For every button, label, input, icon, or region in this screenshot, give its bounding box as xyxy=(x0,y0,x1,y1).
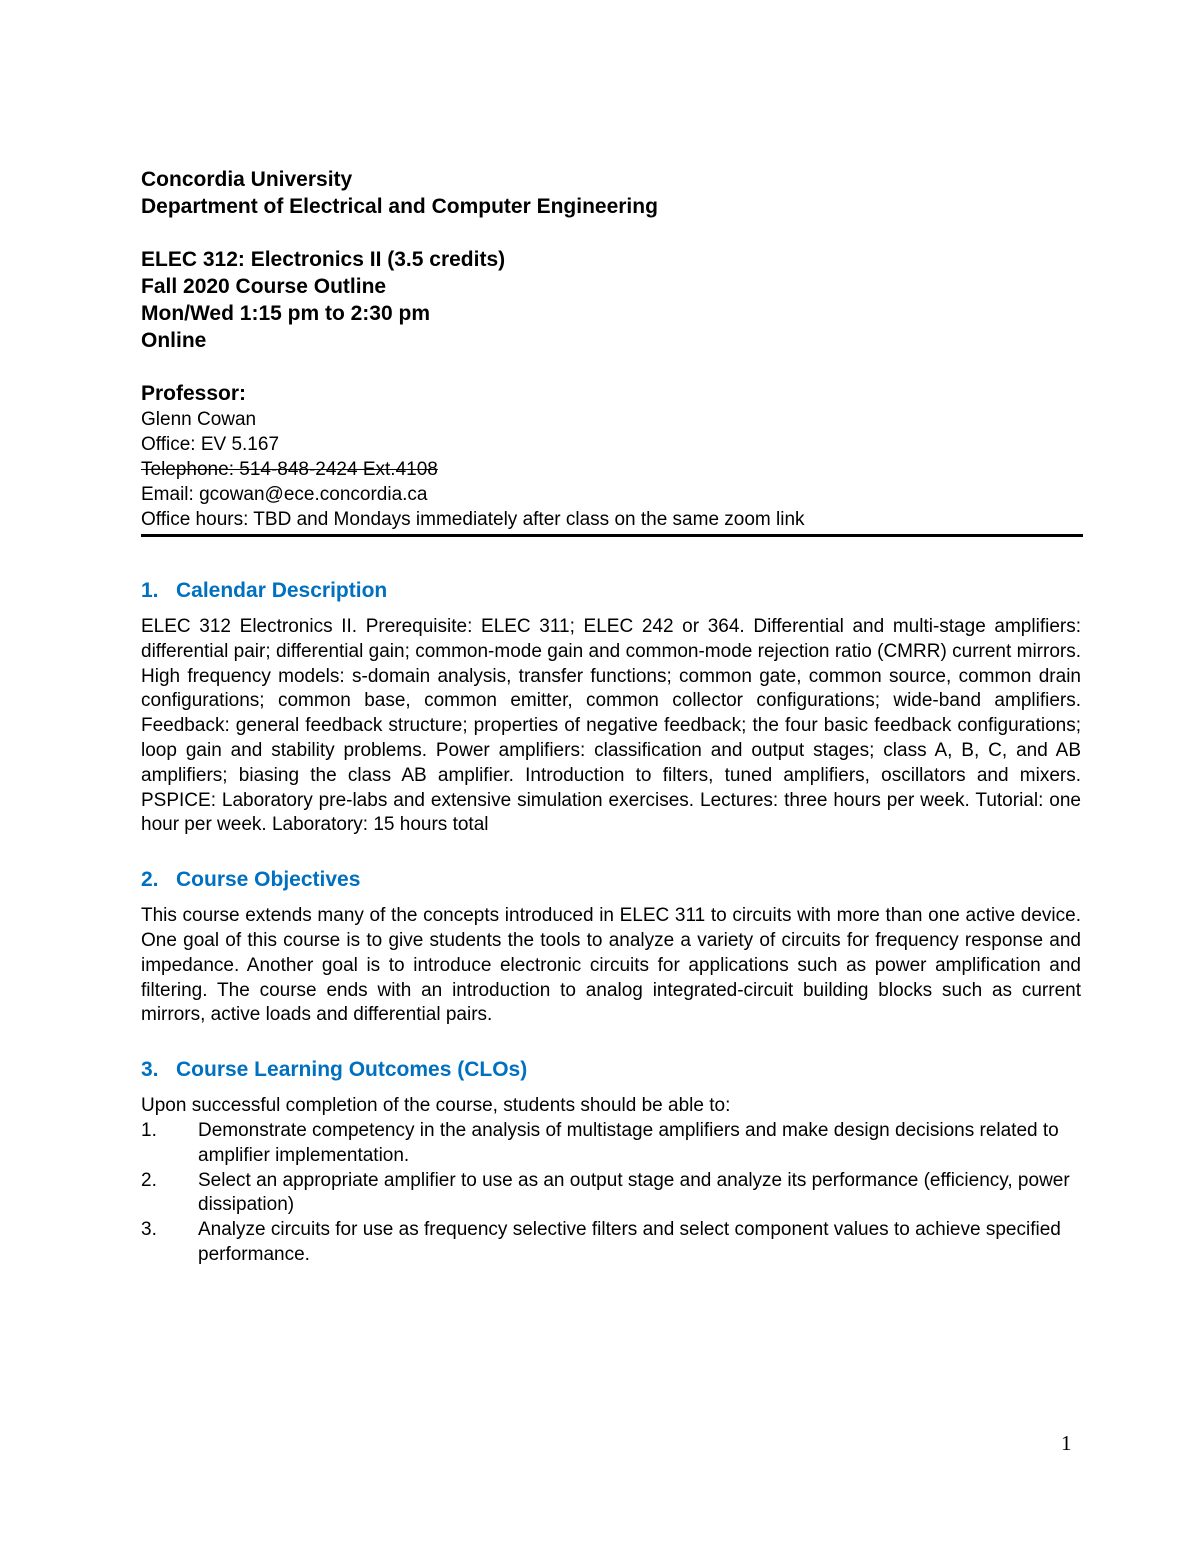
course-delivery: Online xyxy=(141,329,207,352)
section-heading: 3. Course Learning Outcomes (CLOs) xyxy=(141,1058,528,1082)
section-heading: 1. Calendar Description xyxy=(141,579,388,602)
course-term: Fall 2020 Course Outline xyxy=(141,275,387,298)
page-content xyxy=(141,166,1081,1268)
section-body: This course extends many of the concepts introduced in ELEC 311 to circuits with more than one active device. One goal of this course is to give students the tools to analyze a variety of circuits for frequency response and impedance. Another goal is to introduce electronic circuits for applications such as power amplification and filtering. The course ends with an introduction to analog integrated-circuit building blocks such as current mirrors, active loads and differential pairs. xyxy=(141,905,1081,1026)
list-item: 1. Demonstrate competency in the analysis of multistage amplifiers and make design decisions related to amplifier implementation. xyxy=(141,1119,1059,1166)
course-schedule: Mon/Wed 1:15 pm to 2:30 pm xyxy=(141,302,430,325)
clo-list xyxy=(141,1119,1081,1268)
header-divider xyxy=(141,534,1083,537)
section-calendar-description xyxy=(141,577,1081,838)
clo-intro: Upon successful completion of the course, students should be able to: xyxy=(141,1095,731,1117)
course-title: ELEC 312: Electronics II (3.5 credits) xyxy=(141,248,506,271)
section-body: ELEC 312 Electronics II. Prerequisite: ELEC 311; ELEC 242 or 364. Differential and multi-stage amplifiers: differential pair; differential gain; common-mode gain and common-mode rejection ratio (CMRR) current mirrors. High frequency models: s-domain analysis, transfer functions; common gate, common source, common drain configurations; common base, common emitter, common collector configurations; wide-band amplifiers. Feedback: general feedback structure; properties of negative feedback; the four basic feedback configurations; loop gain and stability problems. Power amplifiers: classification and output stages; class A, B, C, and AB amplifiers; biasing the class AB amplifier. Introduction to filters, tuned amplifiers, oscillators and mixers. PSPICE: Laboratory pre-labs and extensive simulation exercises. Lectures: three hours per week. Tutorial: one hour per week. Laboratory: 15 hours total xyxy=(141,616,1081,836)
university-name: Concordia University xyxy=(141,168,353,191)
section-heading: 2. Course Objectives xyxy=(141,868,361,892)
section-course-objectives xyxy=(141,866,1081,1028)
professor-telephone: Telephone: 514-848-2424 Ext.4108 xyxy=(141,459,438,480)
professor-name: Glenn Cowan xyxy=(141,409,257,430)
list-item: 3. Analyze circuits for use as frequency selective filters and select component values to achieve specified performance. xyxy=(141,1219,1061,1265)
professor-office-hours: Office hours: TBD and Mondays immediately after class on the same zoom link xyxy=(141,509,805,530)
professor-heading: Professor: xyxy=(141,382,247,405)
professor-email: Email: gcowan@ece.concordia.ca xyxy=(141,484,428,505)
professor-office: Office: EV 5.167 xyxy=(141,434,280,455)
section-learning-outcomes xyxy=(141,1056,1081,1268)
page-number: 1 xyxy=(1061,1431,1072,1455)
list-item: 2. Select an appropriate amplifier to use as an output stage and analyze its performance (efficiency, power dissipation) xyxy=(141,1169,1070,1216)
department-name: Department of Electrical and Computer Engineering xyxy=(141,195,658,218)
